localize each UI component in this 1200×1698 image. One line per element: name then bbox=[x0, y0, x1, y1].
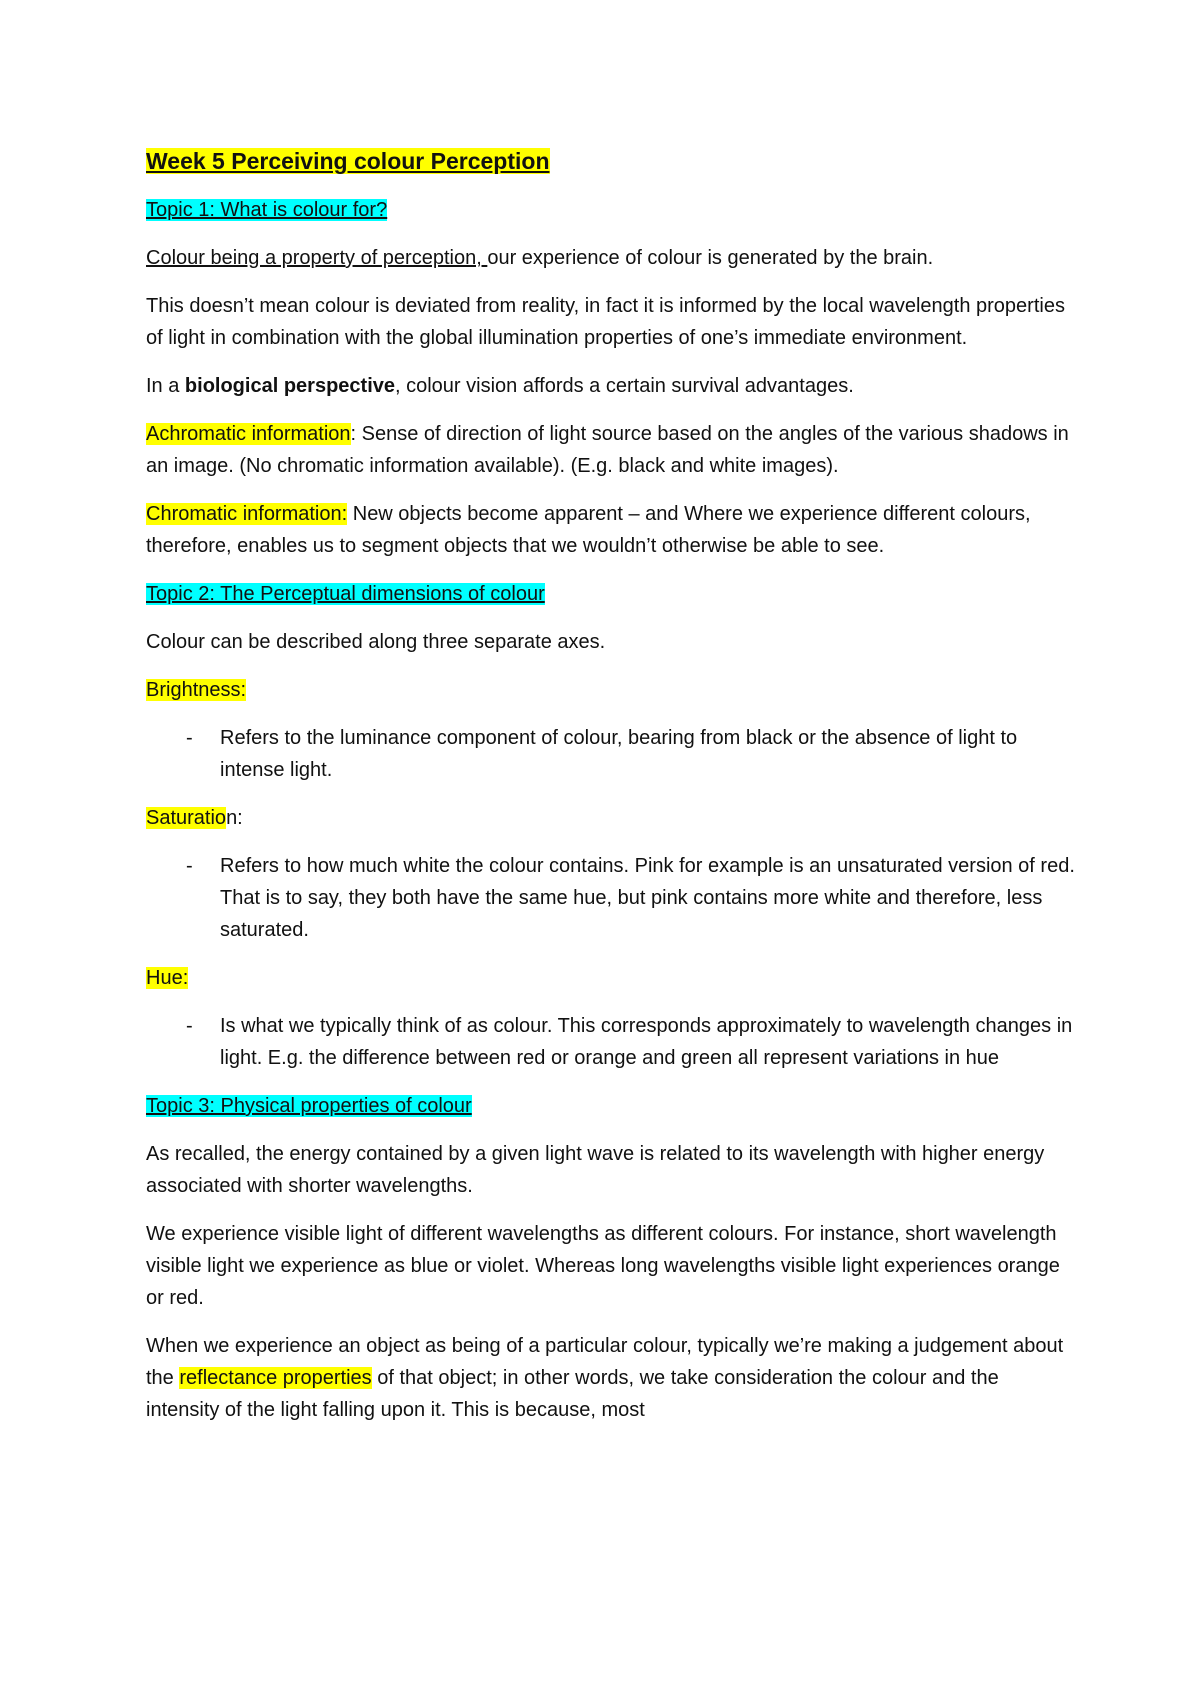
brightness-label bbox=[146, 674, 1076, 706]
topic1-p3-before: In a bbox=[146, 375, 185, 397]
reflectance-highlight: reflectance properties bbox=[179, 1367, 372, 1389]
topic3-p3-before: When we experience an object as being of a particular colour, typically we’re making a judgement about the bbox=[146, 1335, 1064, 1389]
hue-label-text: Hue: bbox=[146, 967, 189, 989]
topic3-paragraph-1: As recalled, the energy contained by a given light wave is related to its wavelength with higher energy associated with shorter wavelengths. bbox=[146, 1143, 1045, 1197]
topic3-heading-text: Topic 3: Physical properties of colour bbox=[146, 1095, 472, 1117]
saturation-label-rest: n: bbox=[226, 807, 243, 829]
brightness-label-text: Brightness: bbox=[146, 679, 247, 701]
hue-bullet bbox=[146, 1010, 1076, 1074]
bullet-dash: - bbox=[186, 855, 193, 877]
saturation-label-highlight: Saturatio bbox=[146, 807, 227, 829]
achromatic-label: Achromatic information bbox=[146, 423, 351, 445]
document-content bbox=[146, 146, 1076, 1442]
topic3-paragraph-3 bbox=[146, 1330, 1076, 1426]
topic1-p3-after: , colour vision affords a certain survival advantages. bbox=[395, 375, 854, 397]
topic3-p3-after: of that object; in other words, we take consideration the colour and the intensity of the light falling upon it. This is because, most bbox=[146, 1367, 999, 1421]
chromatic-paragraph bbox=[146, 498, 1076, 562]
brightness-bullet bbox=[146, 722, 1076, 786]
topic1-p1-rest: our experience of colour is generated by the brain. bbox=[487, 247, 934, 269]
topic3-heading bbox=[146, 1090, 1076, 1122]
saturation-label bbox=[146, 802, 1076, 834]
bullet-dash: - bbox=[186, 1015, 193, 1037]
brightness-bullet-text: Refers to the luminance component of colour, bearing from black or the absence of light to intense light. bbox=[220, 727, 1018, 781]
document-title bbox=[146, 146, 1076, 176]
hue-bullet-text: Is what we typically think of as colour. This corresponds approximately to wavelength changes in light. E.g. the difference between red or orange and green all represent variations in hue bbox=[220, 1015, 1073, 1069]
topic1-p3-bold: biological perspective bbox=[184, 375, 395, 397]
chromatic-label: Chromatic information: bbox=[146, 503, 348, 525]
achromatic-text: : Sense of direction of light source based on the angles of the various shadows in an image. (No chromatic information available). (E.g. black and white images). bbox=[146, 423, 1069, 477]
topic2-intro: Colour can be described along three separate axes. bbox=[146, 631, 606, 653]
bullet-dash: - bbox=[186, 727, 193, 749]
topic3-paragraph-2: We experience visible light of different wavelengths as different colours. For instance, short wavelength visible light we experience as blue or violet. Whereas long wavelengths visible light experiences orange or red. bbox=[146, 1223, 1060, 1309]
saturation-bullet-text: Refers to how much white the colour contains. Pink for example is an unsaturated version of red. That is to say, they both have the same hue, but pink contains more white and therefore, less saturated. bbox=[220, 855, 1075, 941]
topic1-paragraph-1 bbox=[146, 242, 1076, 274]
topic1-p1-underlined: Colour being a property of perception, bbox=[146, 247, 488, 269]
saturation-bullet bbox=[146, 850, 1076, 946]
hue-label bbox=[146, 962, 1076, 994]
topic1-heading bbox=[146, 194, 1076, 226]
topic2-heading bbox=[146, 578, 1076, 610]
topic1-heading-text: Topic 1: What is colour for? bbox=[146, 199, 388, 221]
topic1-paragraph-2: This doesn’t mean colour is deviated from reality, in fact it is informed by the local wavelength properties of light in combination with the global illumination properties of one’s immediate environment. bbox=[146, 295, 1065, 349]
topic2-heading-text: Topic 2: The Perceptual dimensions of colour bbox=[146, 583, 545, 605]
chromatic-text: New objects become apparent – and Where we experience different colours, therefore, enables us to segment objects that we wouldn’t otherwise be able to see. bbox=[146, 503, 1031, 557]
document-title-text: Week 5 Perceiving colour Perception bbox=[146, 148, 550, 174]
achromatic-paragraph bbox=[146, 418, 1076, 482]
topic1-paragraph-3 bbox=[146, 370, 1076, 402]
